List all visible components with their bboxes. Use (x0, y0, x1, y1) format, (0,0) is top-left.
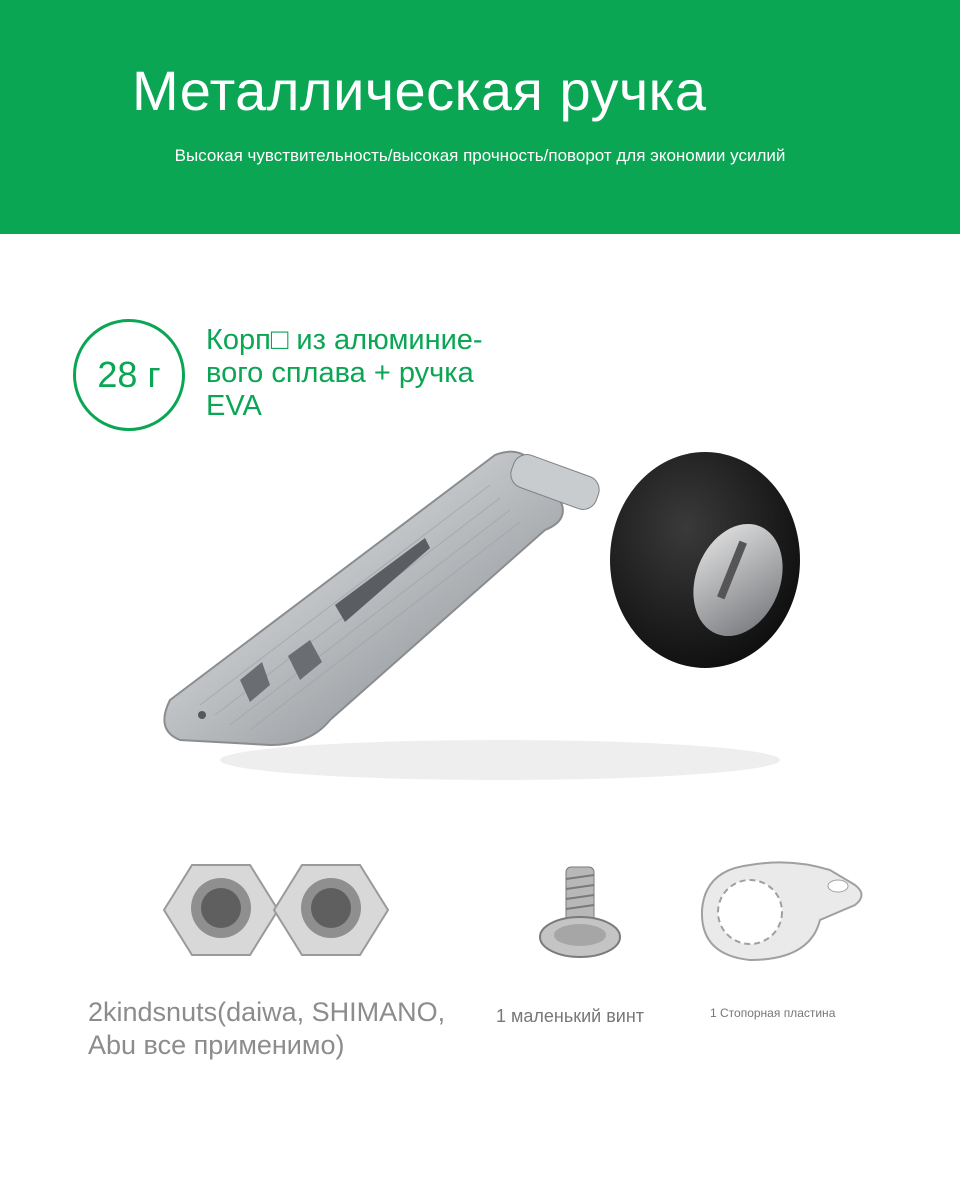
screw-caption: 1 маленький винт (496, 1006, 645, 1026)
page-title: Металлическая ручка (132, 59, 707, 122)
page-subtitle: Высокая чувствительность/высокая прочность/поворот для экономии усилий (174, 146, 786, 165)
plate-caption: 1 Стопорная пластина (710, 1006, 836, 1020)
reel-handle-image (140, 430, 840, 810)
screw-image (530, 855, 630, 965)
header-banner (0, 0, 960, 234)
nuts-caption: 2kindsnuts(daiwa, SHIMANO, Abu все применимо) (88, 997, 446, 1060)
nuts-image (160, 850, 400, 970)
weight-badge: 28 г (73, 319, 185, 431)
lock-plate-image (690, 850, 870, 970)
material-description: Корп□ из алюминие-вого сплава + ручка EVA (206, 324, 483, 422)
